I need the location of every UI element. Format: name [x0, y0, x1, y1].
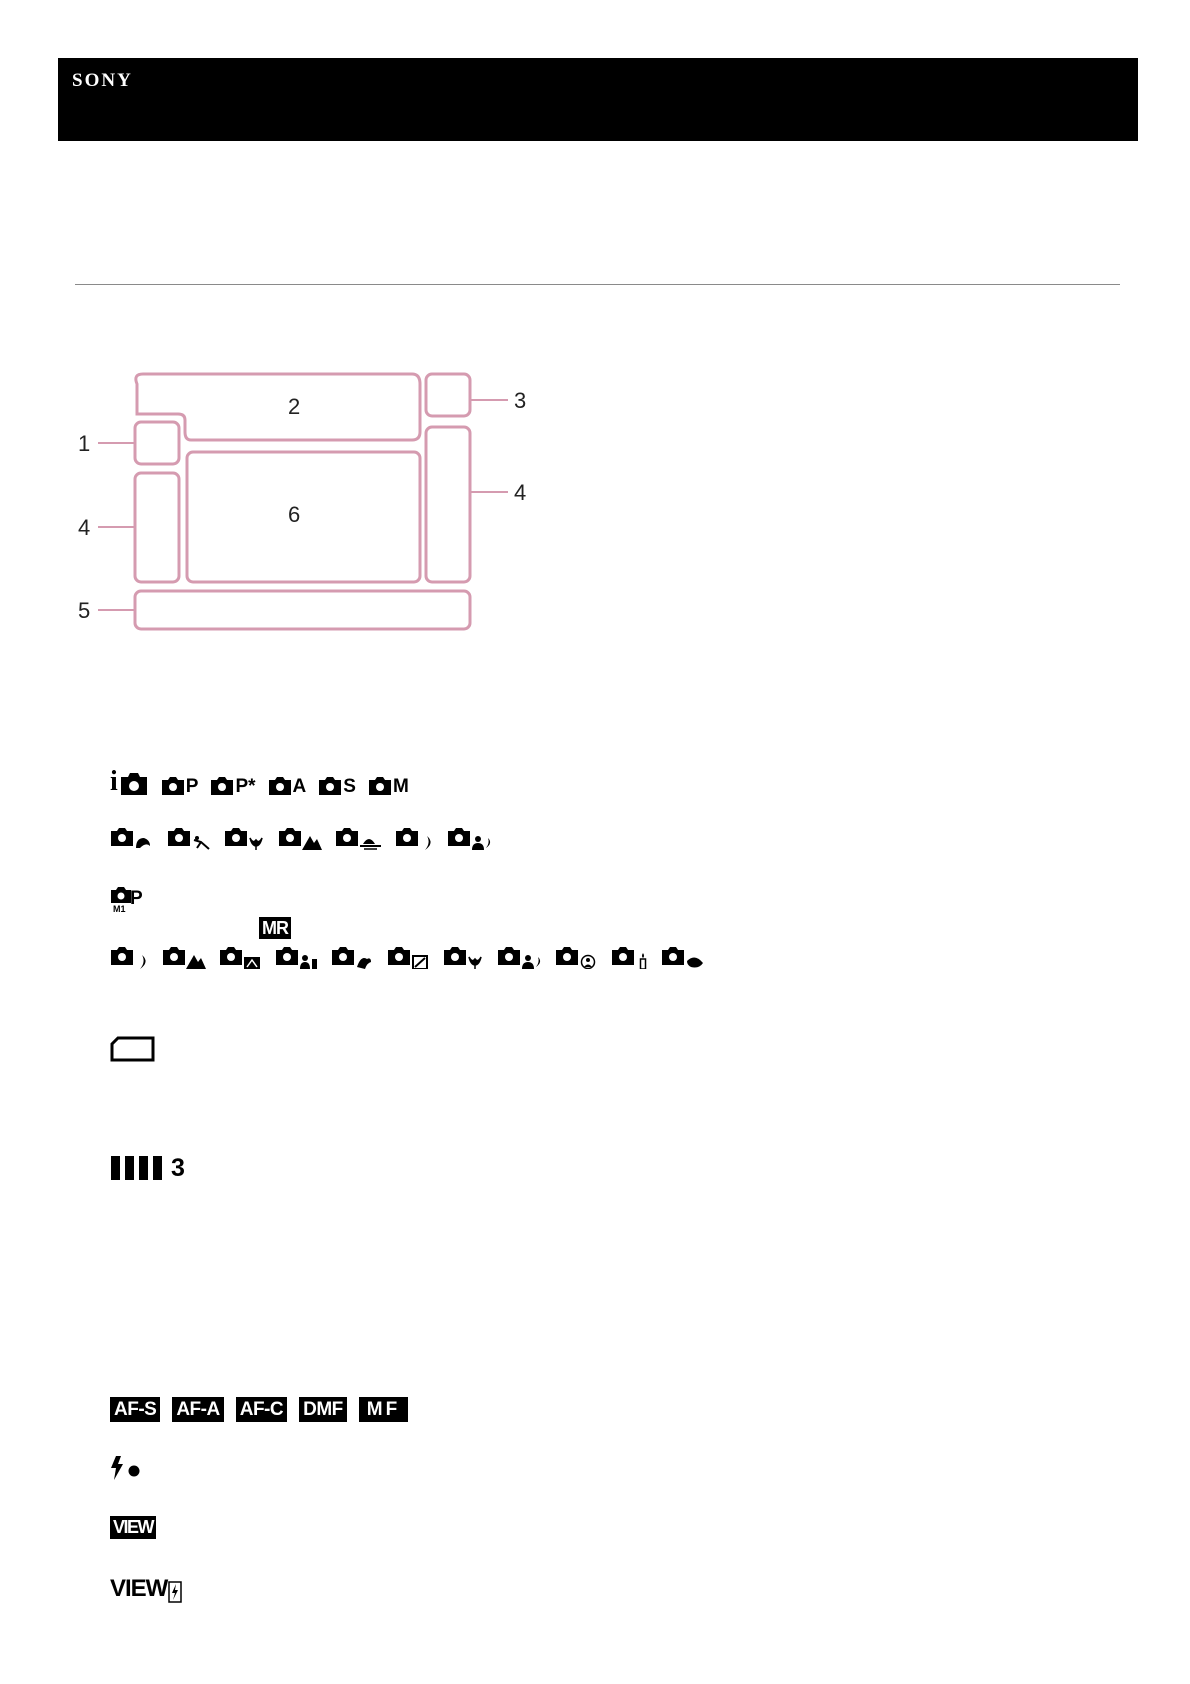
focus-mode-af-s: AF-S [110, 1397, 160, 1422]
diagram-label-2: 2 [288, 394, 301, 419]
flash-box-icon [168, 1581, 182, 1603]
program-auto-icon: P [161, 776, 199, 796]
night-portrait-icon [497, 945, 543, 969]
shutter-priority-icon: S [318, 776, 356, 796]
live-view-text: VIEW [110, 1575, 168, 1602]
macro-icon [443, 945, 485, 969]
memory-card-icon [110, 1036, 156, 1062]
program-shift-icon: P* [210, 776, 255, 796]
sports-icon [167, 826, 212, 850]
manual-exposure-icon: M [368, 776, 409, 796]
area-4-right-outline [426, 427, 470, 582]
handheld-twilight-icon [219, 945, 263, 969]
sony-logo: SONY [72, 70, 133, 91]
flash-charging-icon [110, 1455, 142, 1481]
live-view-badge: VIEW [110, 1516, 156, 1539]
focus-mode-af-a: AF-A [172, 1397, 223, 1422]
diagram-label-4-left: 4 [78, 515, 91, 540]
anti-motion-blur-icon [275, 945, 319, 969]
focus-mode-row [110, 1397, 420, 1422]
battery-level-number: 3 [171, 1154, 185, 1182]
sunset-icon [335, 826, 383, 850]
battery-row [110, 1155, 197, 1181]
night-scene-icon [110, 945, 150, 969]
scene-mode-icons-row-1 [110, 826, 505, 850]
diagram-label-6: 6 [288, 502, 301, 527]
candlelight-icon [611, 945, 649, 969]
header-bar [58, 58, 1138, 141]
area-3-outline [426, 374, 470, 416]
aperture-priority-icon: A [268, 776, 307, 796]
gourmet-icon [661, 945, 707, 969]
focus-mode-af-c: AF-C [236, 1397, 287, 1422]
flash-charge-row [110, 1455, 142, 1481]
shooting-mode-icons-row [110, 768, 421, 796]
macro-icon [224, 826, 266, 850]
memory-recall-mr-badge: MR [259, 917, 291, 939]
live-view-badge-row [110, 1516, 168, 1539]
diagram-label-3: 3 [514, 388, 527, 413]
area-5-outline [135, 591, 470, 629]
intelligent-auto-icon: i [110, 768, 149, 796]
section-divider [75, 284, 1120, 285]
monitor-layout-diagram [70, 372, 540, 652]
focus-mode-dmf: DMF [299, 1397, 347, 1422]
diagram-label-5: 5 [78, 598, 91, 623]
portrait-icon [110, 826, 155, 850]
area-4-left-outline [135, 473, 179, 582]
landscape-icon [162, 945, 207, 969]
pet-icon [331, 945, 375, 969]
battery-icon [110, 1155, 185, 1181]
memory-card-row [110, 1036, 156, 1062]
area-6-outline [187, 452, 420, 582]
soft-skin-icon [555, 945, 599, 969]
landscape-icon [278, 826, 323, 850]
diagram-label-1: 1 [78, 431, 91, 456]
backlight-hdr-icon [387, 945, 431, 969]
live-view-flash-row [110, 1575, 182, 1603]
diagram-label-4-right: 4 [514, 480, 527, 505]
night-portrait-icon [447, 826, 493, 850]
scene-mode-icons-row-2 [110, 945, 719, 969]
night-scene-icon [395, 826, 435, 850]
focus-mode-mf: MF [359, 1397, 408, 1422]
memory-recall-icon: M1 P [113, 888, 143, 914]
area-1-outline [135, 422, 179, 464]
